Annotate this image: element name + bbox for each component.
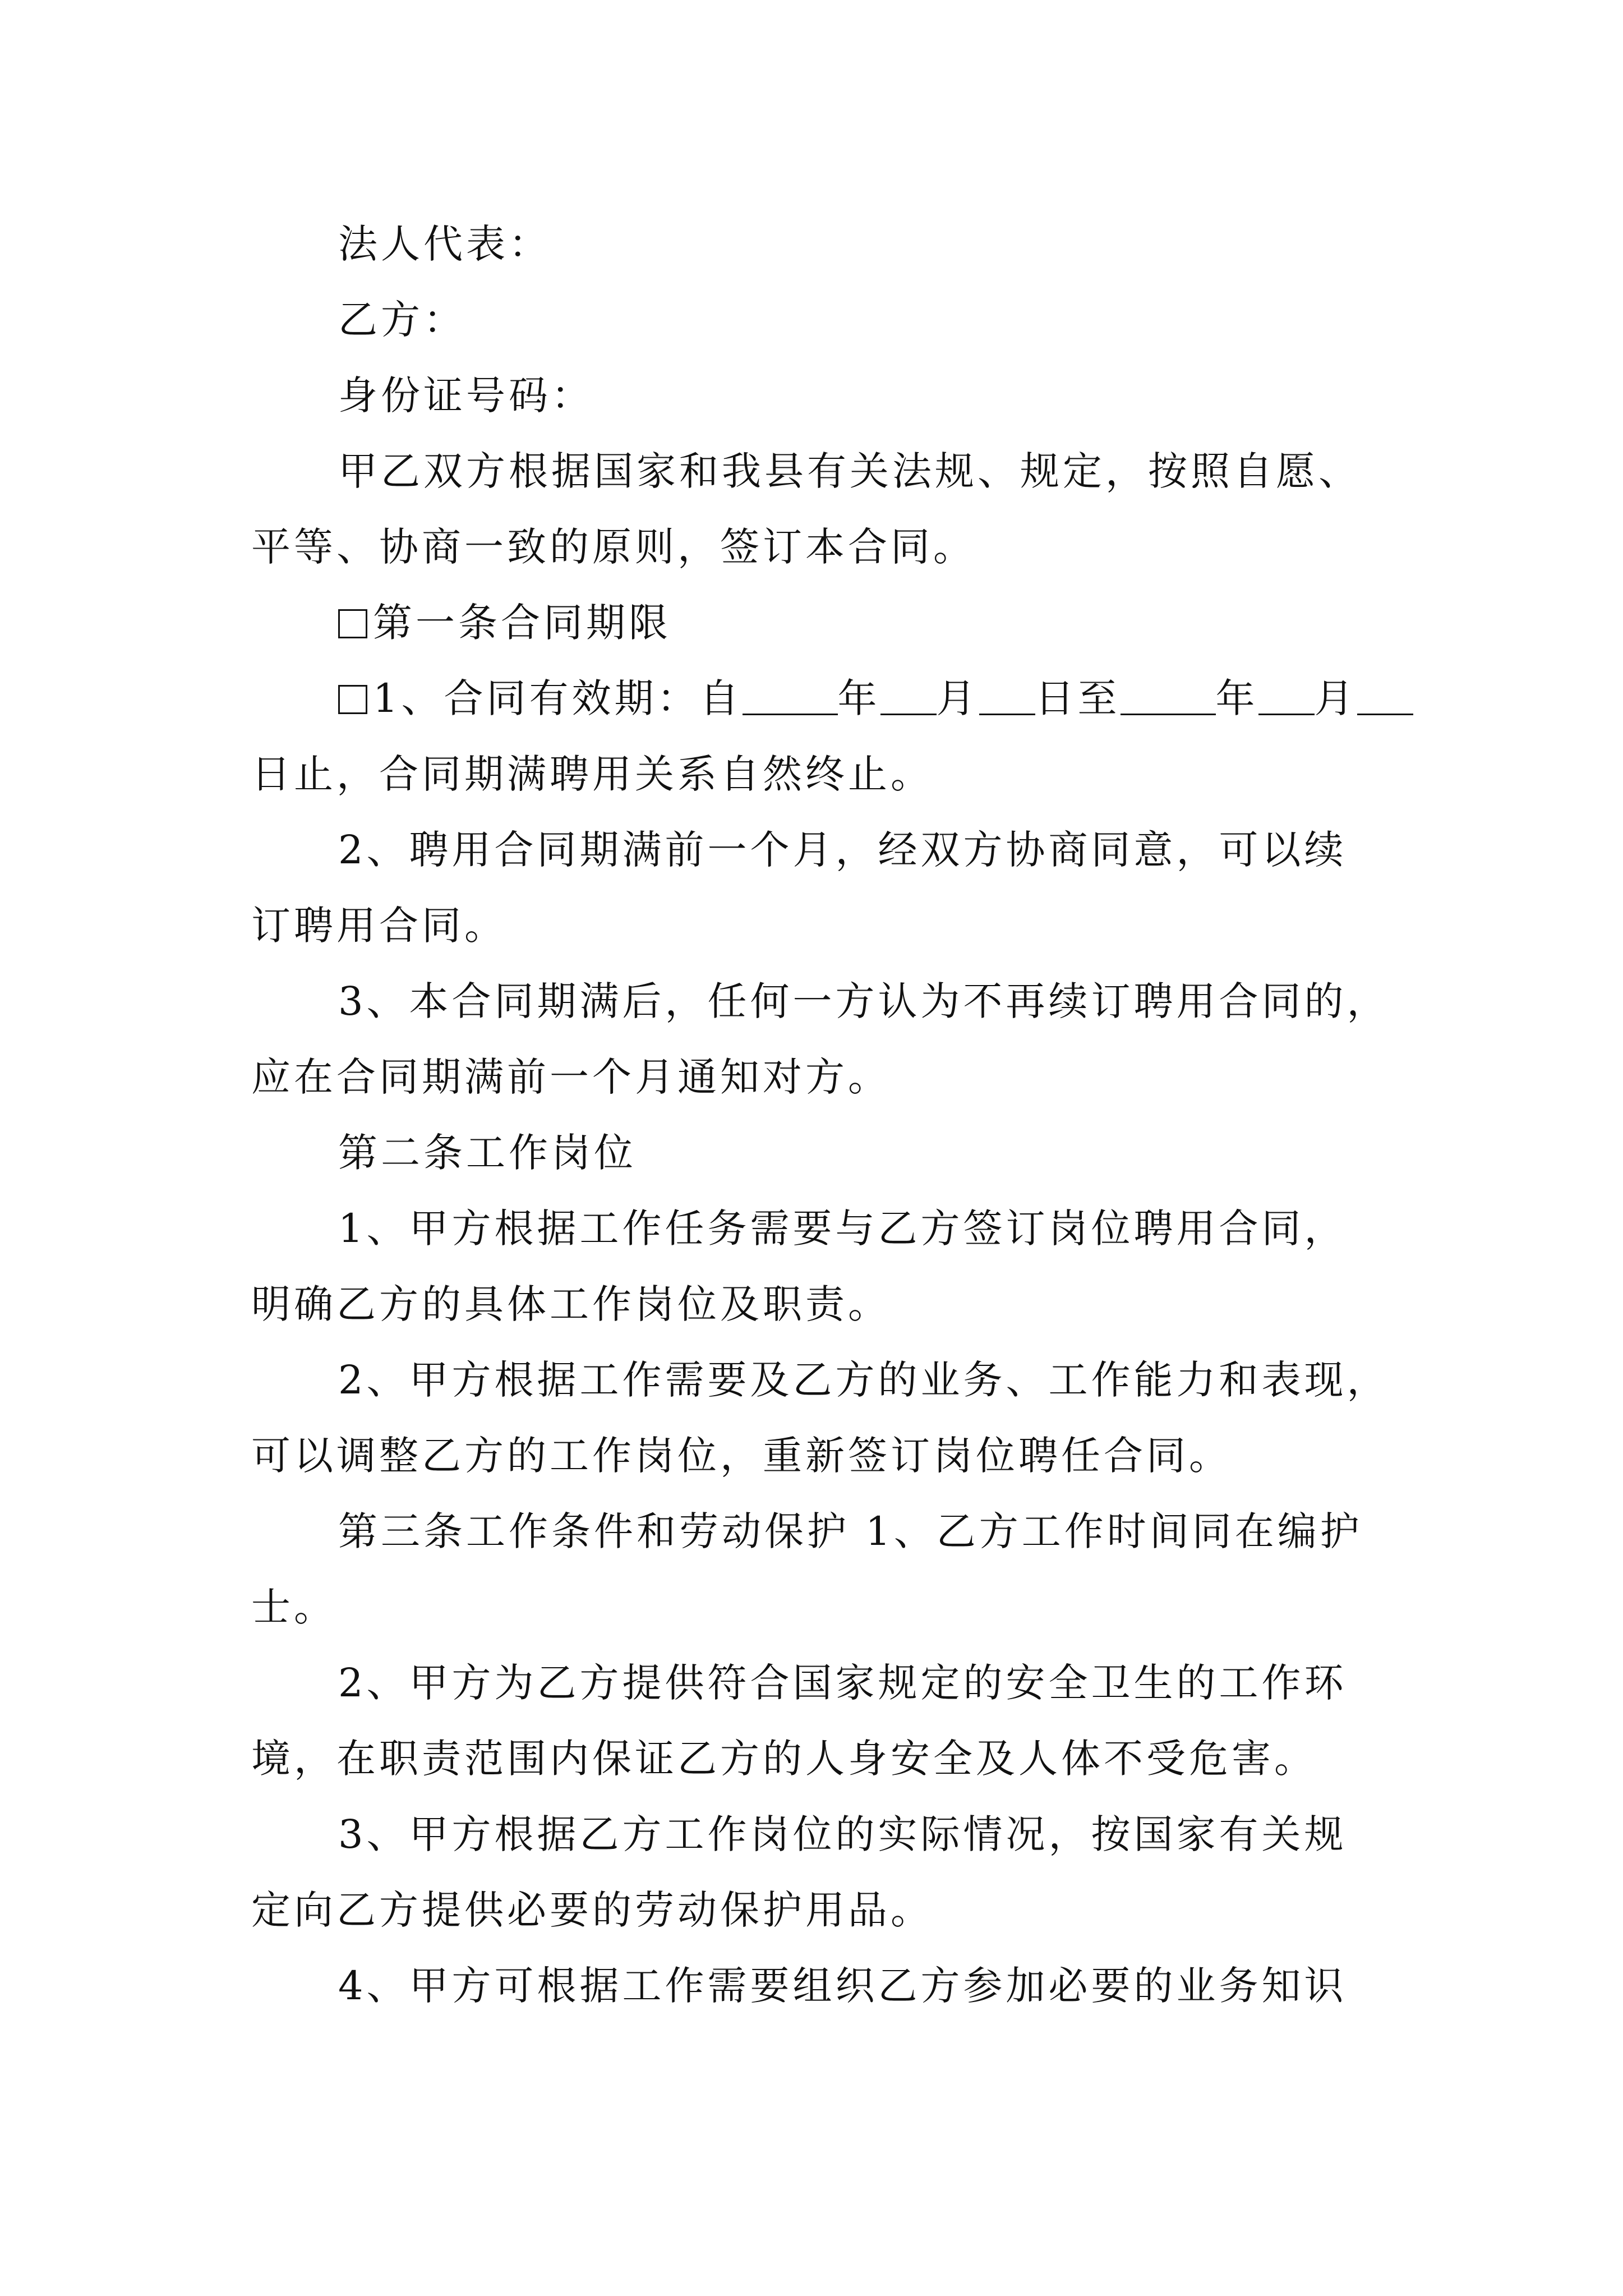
- article-3-line-2: 士。: [251, 1584, 336, 1630]
- article-1-title: [338, 597, 671, 648]
- preamble-line-1: 甲乙双方根据国家和我县有关法规、规定，按照自愿、: [338, 448, 1361, 494]
- id-number-label: 身份证号码：: [338, 372, 594, 418]
- year-label: 年: [1215, 675, 1258, 721]
- article-1-title-text: 第一条合同期限: [373, 600, 671, 646]
- blank-field: [1258, 680, 1315, 715]
- legal-rep-label: 法人代表：: [338, 221, 551, 267]
- article-3-clause-3-line-2: 定向乙方提供必要的劳动保护用品。: [251, 1887, 933, 1933]
- article-2-clause-1-line-2: 明确乙方的具体工作岗位及职责。: [251, 1281, 891, 1327]
- month-label: 月: [936, 675, 979, 721]
- article-3-clause-4-line-1: 4、甲方可根据工作需要组织乙方参加必要的业务知识: [338, 1963, 1347, 2009]
- preamble-line-2: 平等、协商一致的原则，签订本合同。: [251, 524, 976, 570]
- year-label: 年: [837, 675, 880, 721]
- day-to-label: 日至: [1035, 675, 1121, 721]
- article-2-title: 第二条工作岗位: [338, 1130, 637, 1176]
- article-2-clause-2-line-1: 2、甲方根据工作需要及乙方的业务、工作能力和表现，: [338, 1357, 1390, 1403]
- article-1-clause-1-line-2: 日止，合同期满聘用关系自然终止。: [251, 751, 933, 797]
- blank-field: [743, 680, 838, 715]
- article-2-clause-1-line-1: 1、甲方根据工作任务需要与乙方签订岗位聘用合同，: [338, 1205, 1347, 1251]
- article-1-clause-2-line-2: 订聘用合同。: [251, 903, 507, 949]
- article-1-clause-2-line-1: 2、聘用合同期满前一个月，经双方协商同意，可以续: [338, 827, 1347, 873]
- article-3-line-1: 第三条工作条件和劳动保护 1、乙方工作时间同在编护: [338, 1508, 1363, 1554]
- clause-1-1-text: 1、合同有效期：自: [373, 675, 743, 721]
- blank-field: [1357, 680, 1413, 715]
- article-1-clause-3-line-1: 3、本合同期满后，任何一方认为不再续订聘用合同的，: [338, 978, 1390, 1024]
- article-1-clause-3-line-2: 应在合同期满前一个月通知对方。: [251, 1054, 891, 1100]
- blank-field: [1121, 680, 1216, 715]
- checkbox-icon: [338, 609, 367, 638]
- article-1-clause-1-line-1: [338, 673, 1413, 724]
- blank-field: [979, 680, 1035, 715]
- party-b-label: 乙方：: [338, 297, 466, 343]
- month-label: 月: [1314, 675, 1357, 721]
- article-2-clause-2-line-2: 可以调整乙方的工作岗位，重新签订岗位聘任合同。: [251, 1433, 1232, 1479]
- article-3-clause-3-line-1: 3、甲方根据乙方工作岗位的实际情况，按国家有关规: [338, 1811, 1347, 1857]
- blank-field: [880, 680, 937, 715]
- article-3-clause-2-line-1: 2、甲方为乙方提供符合国家规定的安全卫生的工作环: [338, 1660, 1347, 1706]
- checkbox-icon: [338, 685, 367, 714]
- article-3-clause-2-line-2: 境，在职责范围内保证乙方的人身安全及人体不受危害。: [251, 1736, 1317, 1782]
